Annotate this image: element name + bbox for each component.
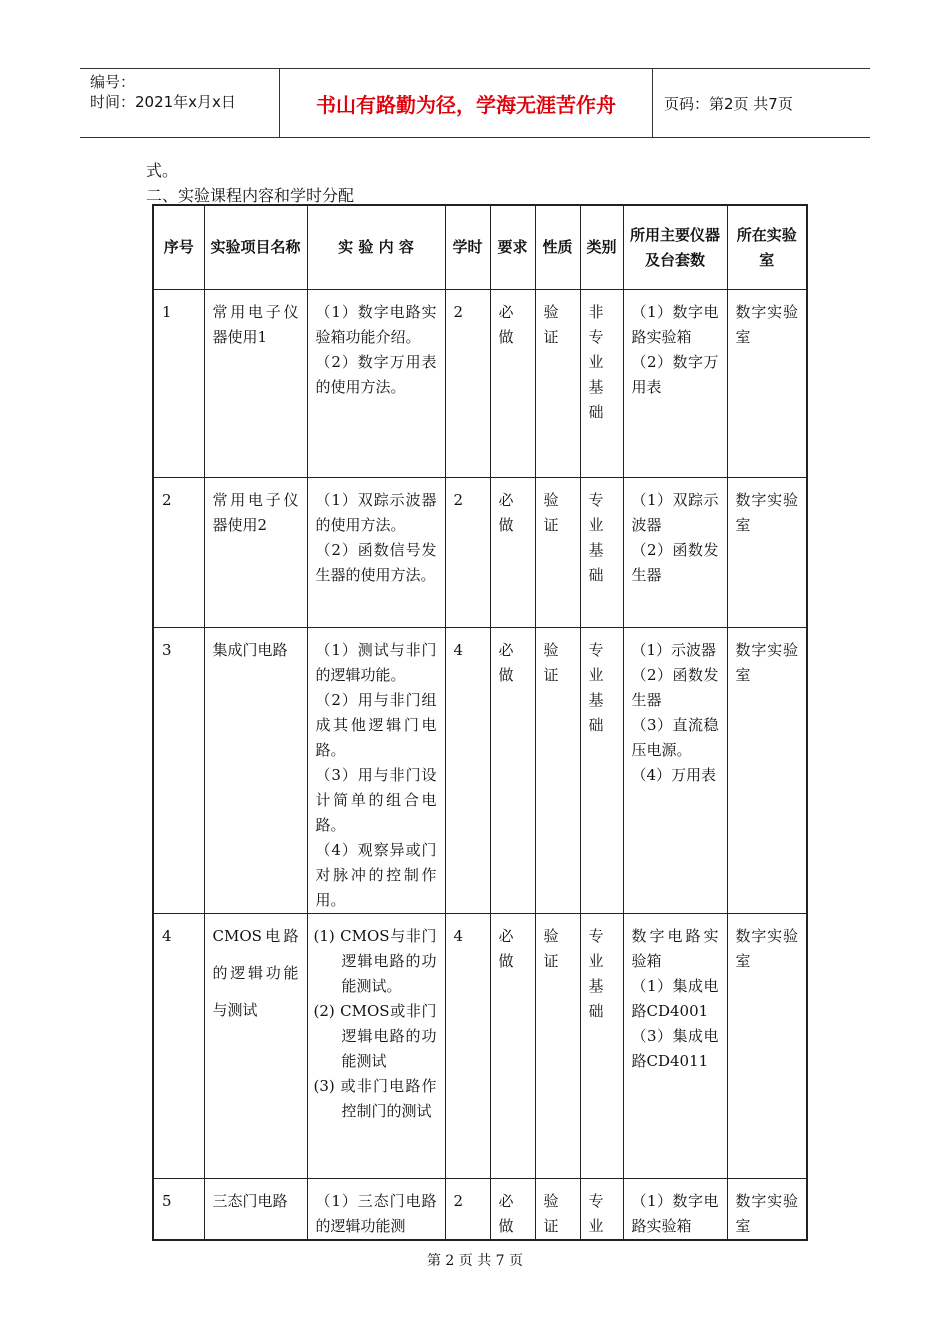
header-meta [80, 69, 280, 137]
equipment-line: （2）函数发生器 [631, 666, 719, 709]
cell-equipment [623, 628, 727, 914]
cell-category: 专业基础 [580, 914, 623, 1179]
col-header: 实 验 内 容 [307, 205, 445, 290]
cell-name: 集成门电路 [204, 628, 307, 914]
table-header-row [153, 205, 807, 290]
equipment-line: （3）直流稳压电源。 [631, 716, 719, 759]
page-header [80, 68, 870, 138]
col-header: 所用主要仪器及台套数 [623, 205, 727, 290]
cell-no: 5 [153, 1179, 204, 1241]
cell-category: 专业基础 [580, 628, 623, 914]
number-label: 编号： [90, 73, 136, 91]
cell-req: 必做 [490, 478, 535, 628]
cell-name: 常用电子仪器使用1 [204, 290, 307, 478]
equipment-line: （3）集成电路CD4011 [631, 1027, 719, 1070]
content-line: (2) CMOS或非门逻辑电路的功能测试 [313, 1002, 437, 1070]
cell-content [307, 478, 445, 628]
experiment-table [152, 204, 808, 1241]
cell-equipment [623, 478, 727, 628]
equipment-line: （4）万用表 [631, 766, 717, 784]
cell-no: 3 [153, 628, 204, 914]
cell-no: 2 [153, 478, 204, 628]
equipment-line: （1）数字电路实验箱 [631, 1192, 719, 1235]
content-line: （4）观察异或门对脉冲的控制作用。 [315, 841, 437, 909]
table-row [153, 478, 807, 628]
cell-lab: 数字实验室 [727, 478, 807, 628]
equipment-line: （1）双踪示波器 [631, 491, 719, 534]
cell-name: 三态门电路 [204, 1179, 307, 1241]
content-line: （2）数字万用表的使用方法。 [315, 353, 437, 396]
header-page-label: 页码：第2页 共7页 [664, 94, 793, 113]
date-label: 时间：2021年x月x日 [90, 93, 236, 111]
col-header: 性质 [535, 205, 580, 290]
col-header: 实验项目名称 [204, 205, 307, 290]
cell-nature: 验证 [535, 478, 580, 628]
cell-hours: 2 [445, 290, 490, 478]
cell-content [307, 914, 445, 1179]
cell-content [307, 1179, 445, 1241]
cell-lab: 数字实验室 [727, 628, 807, 914]
cell-lab: 数字实验室 [727, 914, 807, 1179]
cell-hours: 4 [445, 628, 490, 914]
equipment-line: （1）数字电路实验箱 [631, 303, 719, 346]
cell-no: 4 [153, 914, 204, 1179]
equipment-line: （1）示波器 [631, 641, 717, 659]
cell-nature: 验证 [535, 628, 580, 914]
cell-equipment [623, 290, 727, 478]
content-line: （1）数字电路实验箱功能介绍。 [315, 303, 437, 346]
cell-nature: 验证 [535, 914, 580, 1179]
content-line: （1）三态门电路的逻辑功能测 [315, 1192, 437, 1235]
equipment-line: （2）数字万用表 [631, 353, 719, 396]
equipment-line: （1）集成电路CD4001 [631, 977, 719, 1020]
cell-nature: 验证 [535, 1179, 580, 1241]
content-line: （1）双踪示波器的使用方法。 [315, 491, 437, 534]
col-header: 学时 [445, 205, 490, 290]
carryover-text: 式。 [146, 161, 179, 180]
cell-content [307, 290, 445, 478]
content-line: （2）函数信号发生器的使用方法。 [315, 541, 437, 584]
col-header: 要求 [490, 205, 535, 290]
table-row [153, 1179, 807, 1241]
content-line: (3) 或非门电路作控制门的测试 [313, 1077, 437, 1120]
cell-no: 1 [153, 290, 204, 478]
table-row [153, 914, 807, 1179]
content-line: (1) CMOS与非门逻辑电路的功能测试。 [313, 927, 437, 995]
cell-req: 必做 [490, 628, 535, 914]
cell-category: 专业基础 [580, 478, 623, 628]
equipment-line: 数字电路实验箱 [631, 927, 719, 970]
cell-category: 非专业基础 [580, 290, 623, 478]
content-line: （3）用与非门设计简单的组合电路。 [315, 766, 437, 834]
cell-lab: 数字实验室 [727, 290, 807, 478]
cell-category: 专业 [580, 1179, 623, 1241]
section-title: 二、实验课程内容和学时分配 [146, 186, 355, 205]
cell-equipment [623, 914, 727, 1179]
col-header: 类别 [580, 205, 623, 290]
page-footer: 第 2 页 共 7 页 [426, 1253, 524, 1269]
cell-name: 常用电子仪器使用2 [204, 478, 307, 628]
cell-content [307, 628, 445, 914]
cell-req: 必做 [490, 290, 535, 478]
cell-hours: 2 [445, 478, 490, 628]
table-row [153, 628, 807, 914]
cell-name: CMOS电路的逻辑功能与测试 [204, 914, 307, 1179]
header-motto: 书山有路勤为径，学海无涯苦作舟 [280, 69, 653, 137]
cell-equipment [623, 1179, 727, 1241]
cell-nature: 验证 [535, 290, 580, 478]
equipment-line: （2）函数发生器 [631, 541, 719, 584]
cell-req: 必做 [490, 1179, 535, 1241]
cell-lab: 数字实验室 [727, 1179, 807, 1241]
cell-req: 必做 [490, 914, 535, 1179]
content-line: （2）用与非门组成其他逻辑门电路。 [315, 691, 437, 759]
col-header: 所在实验室 [727, 205, 807, 290]
cell-hours: 4 [445, 914, 490, 1179]
content-line: （1）测试与非门的逻辑功能。 [315, 641, 437, 684]
table-row [153, 290, 807, 478]
cell-hours: 2 [445, 1179, 490, 1241]
col-header: 序号 [153, 205, 204, 290]
